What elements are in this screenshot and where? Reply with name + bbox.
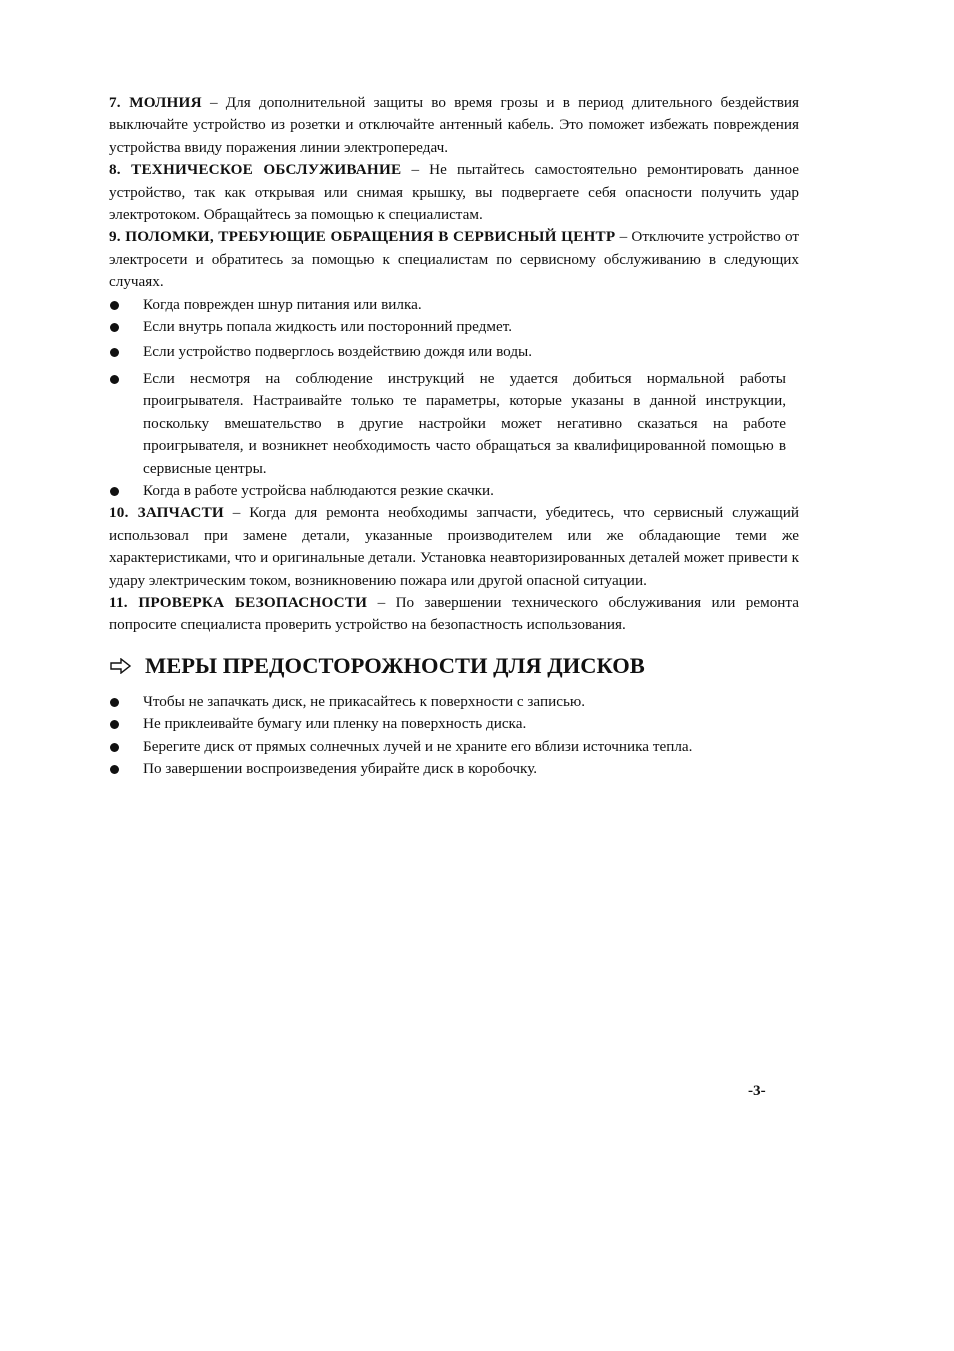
list-item-text: Чтобы не запачкать диск, не прикасайтесь к поверхности с записью. [143,692,586,710]
section-heading: 10. ЗАПЧАСТИ [109,504,224,522]
section-spare-parts [109,502,799,592]
section-maintenance [109,159,799,226]
bullet-icon [110,323,119,332]
list-item-text: Если внутрь попала жидкость или посторонний предмет. [143,318,513,336]
list-item-text: Когда поврежден шнур питания или вилка. [143,295,422,313]
list-item-text: Не приклеивайте бумагу или пленку на поверхность диска. [143,715,527,733]
bullet-icon [110,375,119,384]
section-safety-check [109,592,799,637]
bullet-icon [110,743,119,752]
list-item-text: Когда в работе устройсва наблюдаются резкие скачки. [143,481,494,499]
disc-precautions-heading [109,649,799,683]
section-lightning [109,92,799,159]
section-heading: 11. ПРОВЕРКА БЕЗОПАСНОСТИ [109,593,368,611]
list-item [109,713,799,735]
section-text: – Для дополнительной защиты во время грозы и в период длительного бездействия выключайте устройство из розетки и отключайте антенный кабель. Это поможет избежать повреждения устройства ввиду поражения линии электропередач. [109,94,799,156]
bullet-icon [110,487,119,496]
list-item-text: Если устройство подверглось воздействию дождя или воды. [143,343,533,361]
bullet-icon [110,348,119,357]
list-item [109,480,786,502]
section-text: – По завершении технического обслуживания или ремонта попросите специалиста проверить устройство на безопастность использования. [109,593,799,634]
list-item [109,368,786,480]
list-item-text: Если несмотря на соблюдение инструкций не удается добиться нормальной работы проигрывателя. Настраивайте только те параметры, которые указаны в данной инструкции, поскольку вмешательство в другие настройки может негативно сказаться на работе проигрывателя, и возникнет необходимость часто обращаться за квалифицированной помощью в сервисные центры. [143,369,786,477]
section-service-center [109,226,799,293]
service-cases-list [109,294,799,503]
list-item [109,691,799,713]
section-heading: 8. ТЕХНИЧЕСКОЕ ОБСЛУЖИВАНИЕ [109,161,402,179]
list-item [109,316,786,338]
list-item-text: По завершении воспроизведения убирайте диск в коробочку. [143,759,538,777]
section-heading: 9. ПОЛОМКИ, ТРЕБУЮЩИЕ ОБРАЩЕНИЯ В СЕРВИСНЫЙ ЦЕНТР [109,228,616,246]
disc-precautions-title: МЕРЫ ПРЕДОСТОРОЖНОСТИ ДЛЯ ДИСКОВ [145,652,645,678]
page-number: -3- [748,1082,766,1099]
bullet-icon [110,301,119,310]
bullet-icon [110,698,119,707]
section-text: – Отключите устройство от электросети и обратитесь за помощью к специалистам по сервисному обслуживанию в следующих случаях. [109,228,799,291]
hollow-right-arrow-icon [110,658,132,674]
section-text: – Когда для ремонта необходимы запчасти, убедитесь, что сервисный служащий использовал при замене детали, указанные производителем или же обладающие теми же характеристиками, что и оригинальные детали. Установка неавторизированных деталей может привести к удару электрическим током, возникновению пожара или другой опасной ситуации. [109,504,800,589]
list-item-text: Берегите диск от прямых солнечных лучей и не храните его вблизи источника тепла. [143,737,693,755]
disc-precautions-list [109,691,799,781]
section-text: – Не пытайтесь самостоятельно ремонтировать данное устройство, так как открывая или снимая крышку, вы подвергаете себя опасности получить удар электротоком. Обращайтесь за помощью к специалистам. [109,161,799,224]
list-item [109,758,799,780]
list-item [109,736,799,758]
list-item [109,294,786,316]
bullet-icon [110,720,119,729]
page-content [109,92,799,780]
list-item [109,341,786,363]
section-heading: 7. МОЛНИЯ [109,94,202,111]
bullet-icon [110,765,119,774]
